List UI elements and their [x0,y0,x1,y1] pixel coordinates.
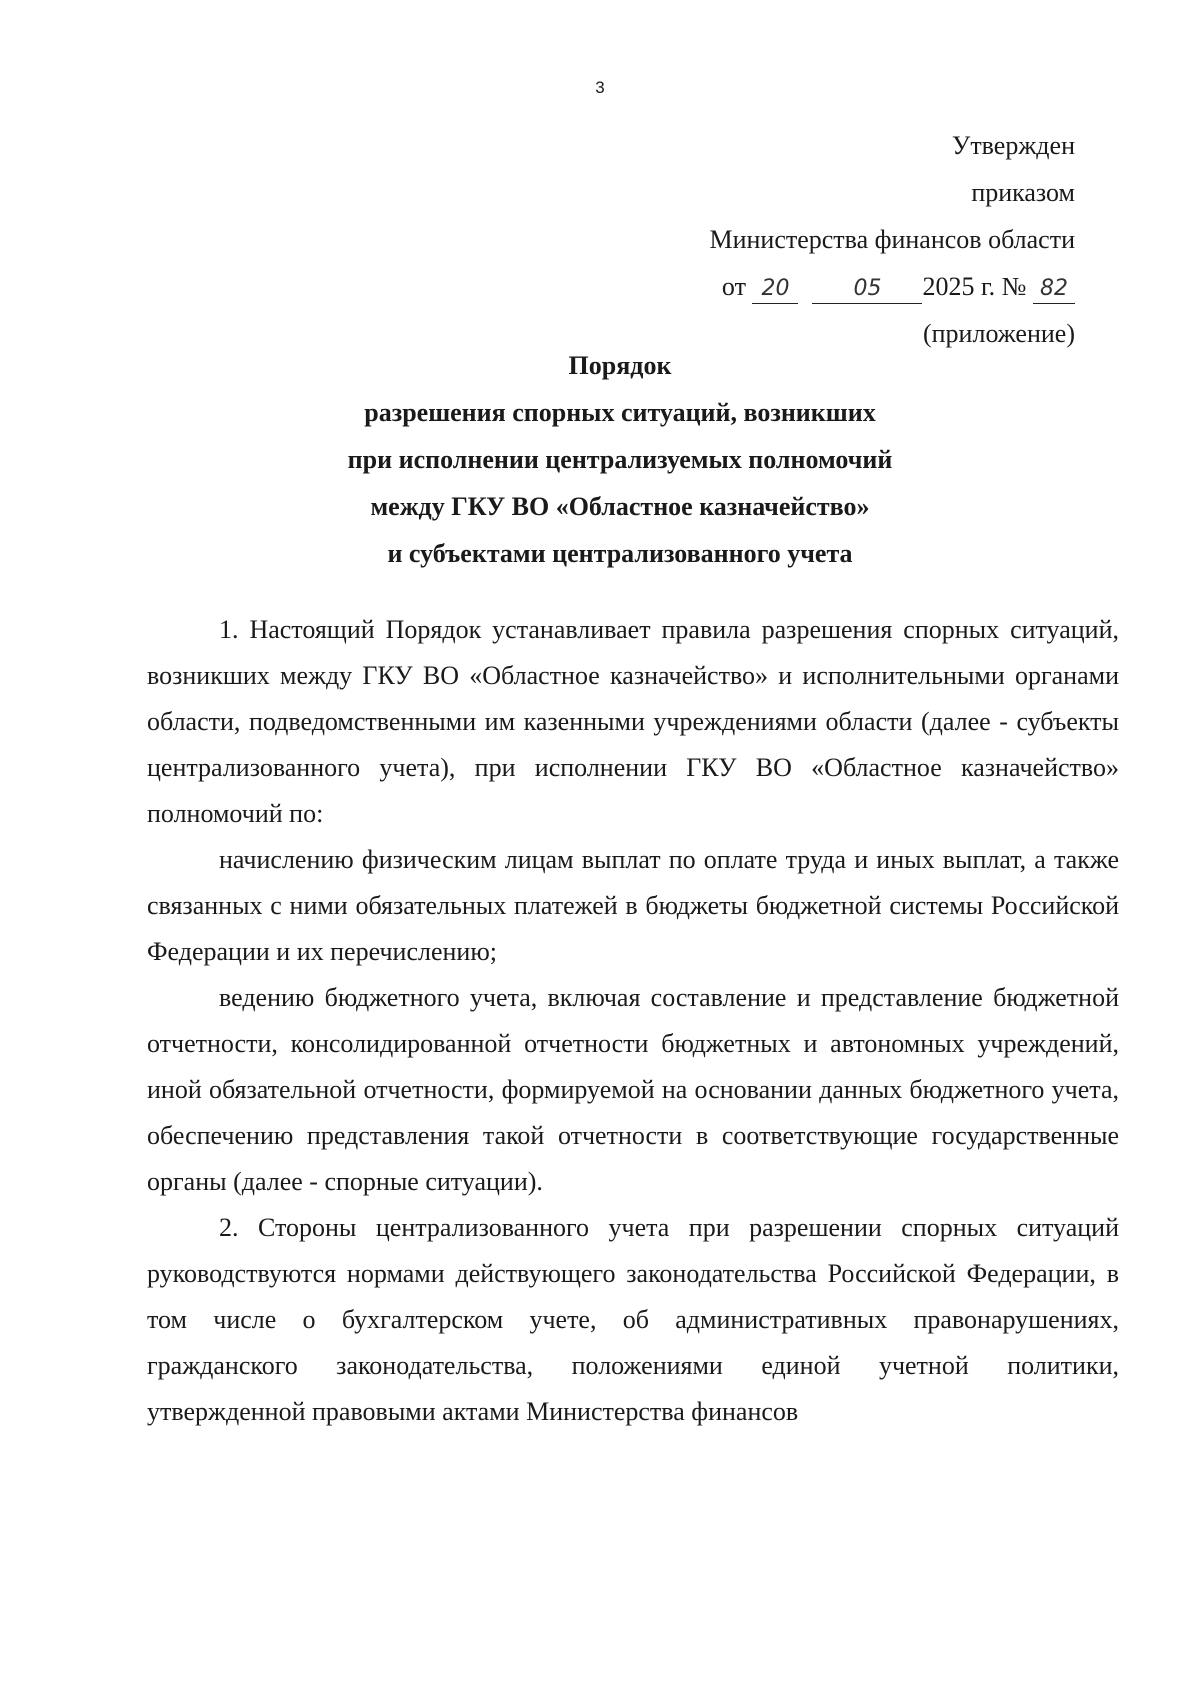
approval-line-approved: Утвержден [951,131,1075,160]
approval-line-appendix: (приложение) [922,319,1075,348]
approval-line-order: приказом [971,178,1075,207]
paragraph-1: 1. Настоящий Порядок устанавливает правила разрешения спорных ситуаций, возникших между ГКУ ВО «Областное казначейство» и исполнительными органами области, подведомственными им казенными учреждениями области (далее - субъекты централизованного учета), при исполнении ГКУ ВО «Областное казначейство» полномочий по: [147,615,1119,828]
document-title [0,342,1200,577]
approval-line-ministry: Министерства финансов области [709,225,1075,254]
paragraph-3: ведению бюджетного учета, включая составление и представление бюджетной отчетности, консолидированной отчетности бюджетных и автономных учреждений, иной обязательной отчетности, формируемой на основании данных бюджетного учета, обеспечению представления такой отчетности в соответствующие государственные органы (далее - спорные ситуации). [147,983,1119,1196]
date-year: 2025 г. № [922,272,1027,301]
approval-block [709,122,1075,357]
title-line-3: при исполнении централизуемых полномочий [347,445,893,474]
paragraph-4: 2. Стороны централизованного учета при разрешении спорных ситуаций руководствуются нормами действующего законодательства Российской Федерации, в том числе о бухгалтерском учете, об административных правонарушениях, гражданского законодательства, положениями единой учетной политики, утвержденной правовыми актами Министерства финансов [147,1213,1119,1426]
paragraph-2: начислению физическим лицам выплат по оплате труда и иных выплат, а также связанных с ними обязательных платежей в бюджеты бюджетной системы Российской Федерации и их перечислению; [147,845,1119,966]
approval-line-date [709,263,1075,310]
document-body [147,607,1119,1435]
title-line-4: между ГКУ ВО «Областное казначейство» [370,492,870,521]
title-line-5: и субъектами централизованного учета [387,539,853,568]
date-prefix: от [721,272,746,301]
page-number: 3 [595,78,605,97]
title-line-1: Порядок [568,351,672,380]
handwritten-order-number: 82 [1033,275,1075,304]
handwritten-month: 05 [812,275,922,304]
handwritten-day: 20 [752,275,798,304]
title-line-2: разрешения спорных ситуаций, возникших [364,398,876,427]
